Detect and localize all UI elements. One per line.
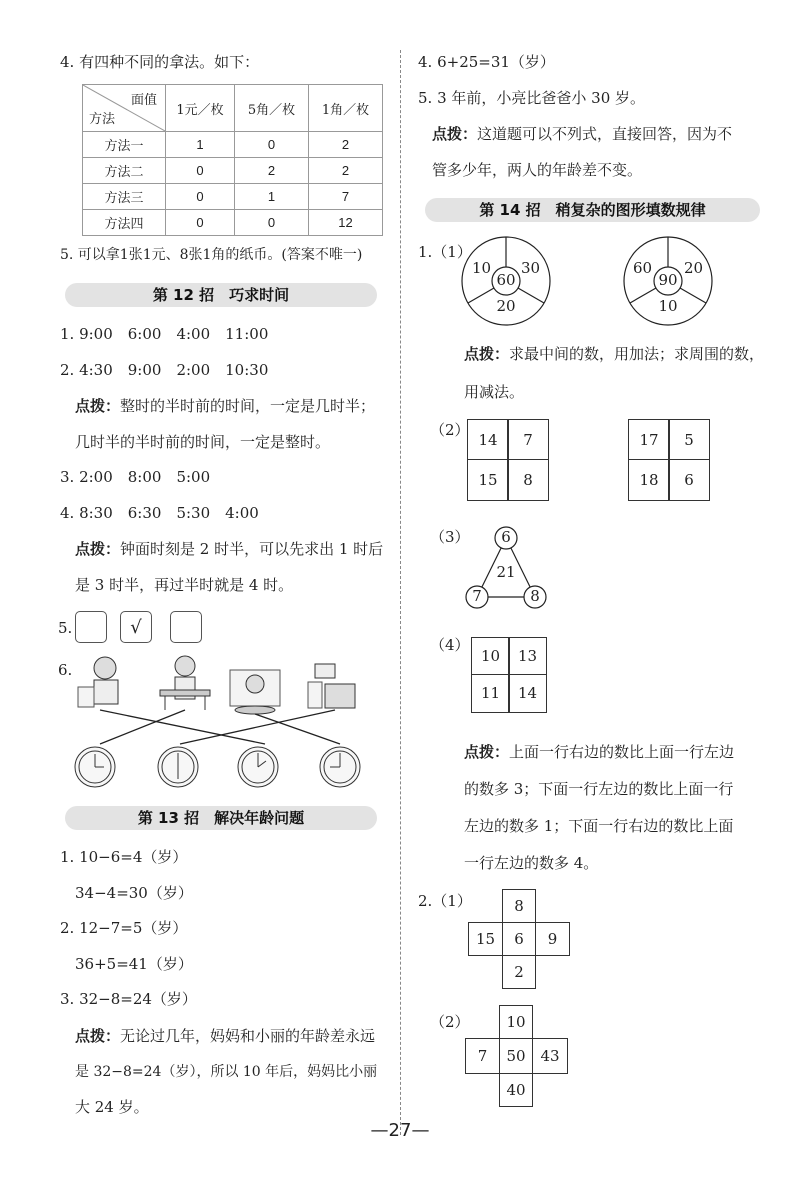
grid-cell: 6 <box>668 459 710 501</box>
cross-cell: 15 <box>468 922 503 956</box>
table-cell: 方法二 <box>83 158 166 184</box>
triangle-top: 6 <box>501 528 511 546</box>
cross-cell: 50 <box>499 1038 533 1074</box>
table-cell: 12 <box>309 210 383 236</box>
cross-cell: 43 <box>532 1038 568 1074</box>
s12-hint-2-line-1 <box>75 539 383 559</box>
q4-intro: 4. 有四种不同的拿法。如下： <box>60 53 260 71</box>
table-cell: 0 <box>235 132 309 158</box>
s12-answer-4: 4. 8:30 6:30 5:30 4:00 <box>60 504 259 522</box>
table-cell: 7 <box>309 184 383 210</box>
triangle-right: 8 <box>530 587 540 605</box>
triangle-center: 21 <box>496 563 516 581</box>
s13-5-hint-line-1 <box>432 124 732 144</box>
table-cell: 1 <box>166 132 235 158</box>
grid-3 <box>471 637 547 713</box>
s13-answer-5: 5. 3 年前，小亮比爸爸小 30 岁。 <box>418 89 646 107</box>
hint-text: 无论过几年，妈妈和小丽的年龄差永远 <box>120 1027 376 1045</box>
s13-answer-2b: 36+5=41（岁） <box>75 955 193 973</box>
table-row <box>83 132 383 158</box>
circle1-left: 10 <box>472 259 492 277</box>
hint-label: 点拨： <box>432 125 478 143</box>
hint-text: 求最中间的数，用加法；求周围的数， <box>509 345 765 363</box>
page-number: —27— <box>370 1120 430 1141</box>
table-cell: 0 <box>166 158 235 184</box>
grid-cell: 14 <box>467 419 509 460</box>
q2-1-label: 2.（1） <box>418 892 472 910</box>
s13-answer-3a: 3. 32−8=24（岁） <box>60 990 197 1008</box>
triangle-left: 7 <box>472 587 482 605</box>
s12-hint-2-line-2: 是 3 时半，再过半时就是 4 时。 <box>75 576 294 594</box>
clock-icon <box>158 747 198 787</box>
table-cell: 方法三 <box>83 184 166 210</box>
p4-hint-line-4: 一行左边的数多 4。 <box>464 854 599 872</box>
cross-cell: 7 <box>465 1038 500 1074</box>
table-cell: 2 <box>309 158 383 184</box>
circle2-center: 90 <box>658 271 678 289</box>
circle2-left: 60 <box>633 259 653 277</box>
p4-hint-line-1 <box>464 742 734 762</box>
table-row <box>83 158 383 184</box>
corner-top-label: 面值 <box>130 93 157 108</box>
hint-text: 这道题可以不列式，直接回答，因为不 <box>477 125 733 143</box>
p4-hint-line-2: 的数多 3；下面一行左边的数比上面一行 <box>464 780 734 798</box>
p3-label: （3） <box>430 528 470 546</box>
circle2-bottom: 10 <box>658 297 678 315</box>
grid-cell: 5 <box>668 419 710 460</box>
grid-2 <box>628 419 710 501</box>
s12-answer-2: 2. 4:30 9:00 2:00 10:30 <box>60 361 269 379</box>
hint-text: 整时的半时前的时间，一定是几时半； <box>120 397 376 415</box>
table-header: 1元／枚 <box>166 85 235 132</box>
q5-answer: 5. 可以拿1张1元、8张1角的纸币。(答案不唯一) <box>60 247 363 263</box>
s12-hint-1-line-2: 几时半的半时前的时间，一定是整时。 <box>75 433 331 451</box>
table-cell: 2 <box>309 132 383 158</box>
hint-label: 点拨： <box>464 743 510 761</box>
table-cell: 2 <box>235 158 309 184</box>
cross-cell: 10 <box>499 1005 533 1039</box>
circle1-center: 60 <box>496 271 516 289</box>
grid-cell: 15 <box>467 459 509 501</box>
s12-q6-label: 6. <box>58 661 73 679</box>
p4-label: （4） <box>430 636 470 654</box>
tv-scene-icon <box>308 664 355 708</box>
s12-answer-3: 3. 2:00 8:00 5:00 <box>60 468 211 486</box>
table-cell: 0 <box>235 210 309 236</box>
q2-2-label: （2） <box>430 1013 470 1031</box>
corner-bottom-label: 方法 <box>89 112 116 127</box>
hint-label: 点拨： <box>75 540 121 558</box>
matching-lines <box>100 710 340 744</box>
table-row <box>83 210 383 236</box>
grid-cell: 14 <box>508 674 547 713</box>
section-12-title: 第 12 招 巧求时间 <box>65 283 377 307</box>
grid-cell: 18 <box>628 459 670 501</box>
s13-answer-1a: 1. 10−6=4（岁） <box>60 848 188 866</box>
grid-cell: 11 <box>471 674 510 713</box>
answer-box-empty <box>170 611 202 643</box>
cross-cell: 6 <box>502 922 536 956</box>
time-matching-illustration <box>70 652 370 797</box>
person-eating-icon <box>230 670 280 714</box>
cross-cell: 9 <box>535 922 570 956</box>
money-table <box>82 84 383 236</box>
s13-answer-2a: 2. 12−7=5（岁） <box>60 919 188 937</box>
grid-cell: 13 <box>508 637 547 675</box>
grid-cell: 7 <box>507 419 549 460</box>
section-13-title: 第 13 招 解决年龄问题 <box>65 806 377 830</box>
hint-text: 上面一行右边的数比上面一行左边 <box>509 743 735 761</box>
table-cell: 0 <box>166 184 235 210</box>
person-brushing-icon <box>78 657 118 707</box>
clock-icon <box>75 747 115 787</box>
circle1-right: 30 <box>521 259 541 277</box>
s13-answer-1b: 34−4=30（岁） <box>75 884 193 902</box>
p1-label: 1.（1） <box>418 243 472 261</box>
table-cell: 1 <box>235 184 309 210</box>
p2-label: （2） <box>430 421 470 439</box>
s12-q5-label: 5. <box>58 619 73 637</box>
table-cell: 0 <box>166 210 235 236</box>
s12-answer-1: 1. 9:00 6:00 4:00 11:00 <box>60 325 269 343</box>
p4-hint-line-3: 左边的数多 1；下面一行右边的数比上面 <box>464 817 734 835</box>
s12-hint-1-line-1 <box>75 396 375 416</box>
cross-cell: 8 <box>502 889 536 923</box>
hint-label: 点拨： <box>464 345 510 363</box>
grid-cell: 10 <box>471 637 510 675</box>
clock-icon <box>238 747 278 787</box>
table-cell: 方法四 <box>83 210 166 236</box>
hint-text: 钟面时刻是 2 时半，可以先求出 1 时后 <box>120 540 384 558</box>
clock-icon <box>320 747 360 787</box>
hint-label: 点拨： <box>75 1027 121 1045</box>
hint-label: 点拨： <box>75 397 121 415</box>
table-corner <box>83 85 166 132</box>
s13-answer-4: 4. 6+25=31（岁） <box>418 53 555 71</box>
cross-cell: 2 <box>502 955 536 989</box>
column-divider <box>400 50 401 1135</box>
answer-box-checked: √ <box>120 611 152 643</box>
s13-hint-line-3: 大 24 岁。 <box>75 1098 149 1116</box>
table-row <box>83 184 383 210</box>
table-header: 5角／枚 <box>235 85 309 132</box>
person-reading-icon <box>160 656 210 710</box>
s13-hint-line-2: 是 32−8=24（岁），所以 10 年后，妈妈比小丽 <box>75 1064 378 1080</box>
p1-hint-line-2: 用减法。 <box>464 383 525 401</box>
table-cell: 方法一 <box>83 132 166 158</box>
s13-5-hint-line-2: 管多少年，两人的年龄差不变。 <box>432 161 643 179</box>
cross-cell: 40 <box>499 1073 533 1107</box>
grid-cell: 17 <box>628 419 670 460</box>
grid-1 <box>467 419 549 501</box>
s13-hint-line-1 <box>75 1026 375 1046</box>
answer-box-empty <box>75 611 107 643</box>
grid-cell: 8 <box>507 459 549 501</box>
table-header: 1角／枚 <box>309 85 383 132</box>
section-14-title: 第 14 招 稍复杂的图形填数规律 <box>425 198 760 222</box>
circle2-right: 20 <box>684 259 704 277</box>
circle1-bottom: 20 <box>496 297 516 315</box>
p1-hint-line-1 <box>464 344 764 364</box>
